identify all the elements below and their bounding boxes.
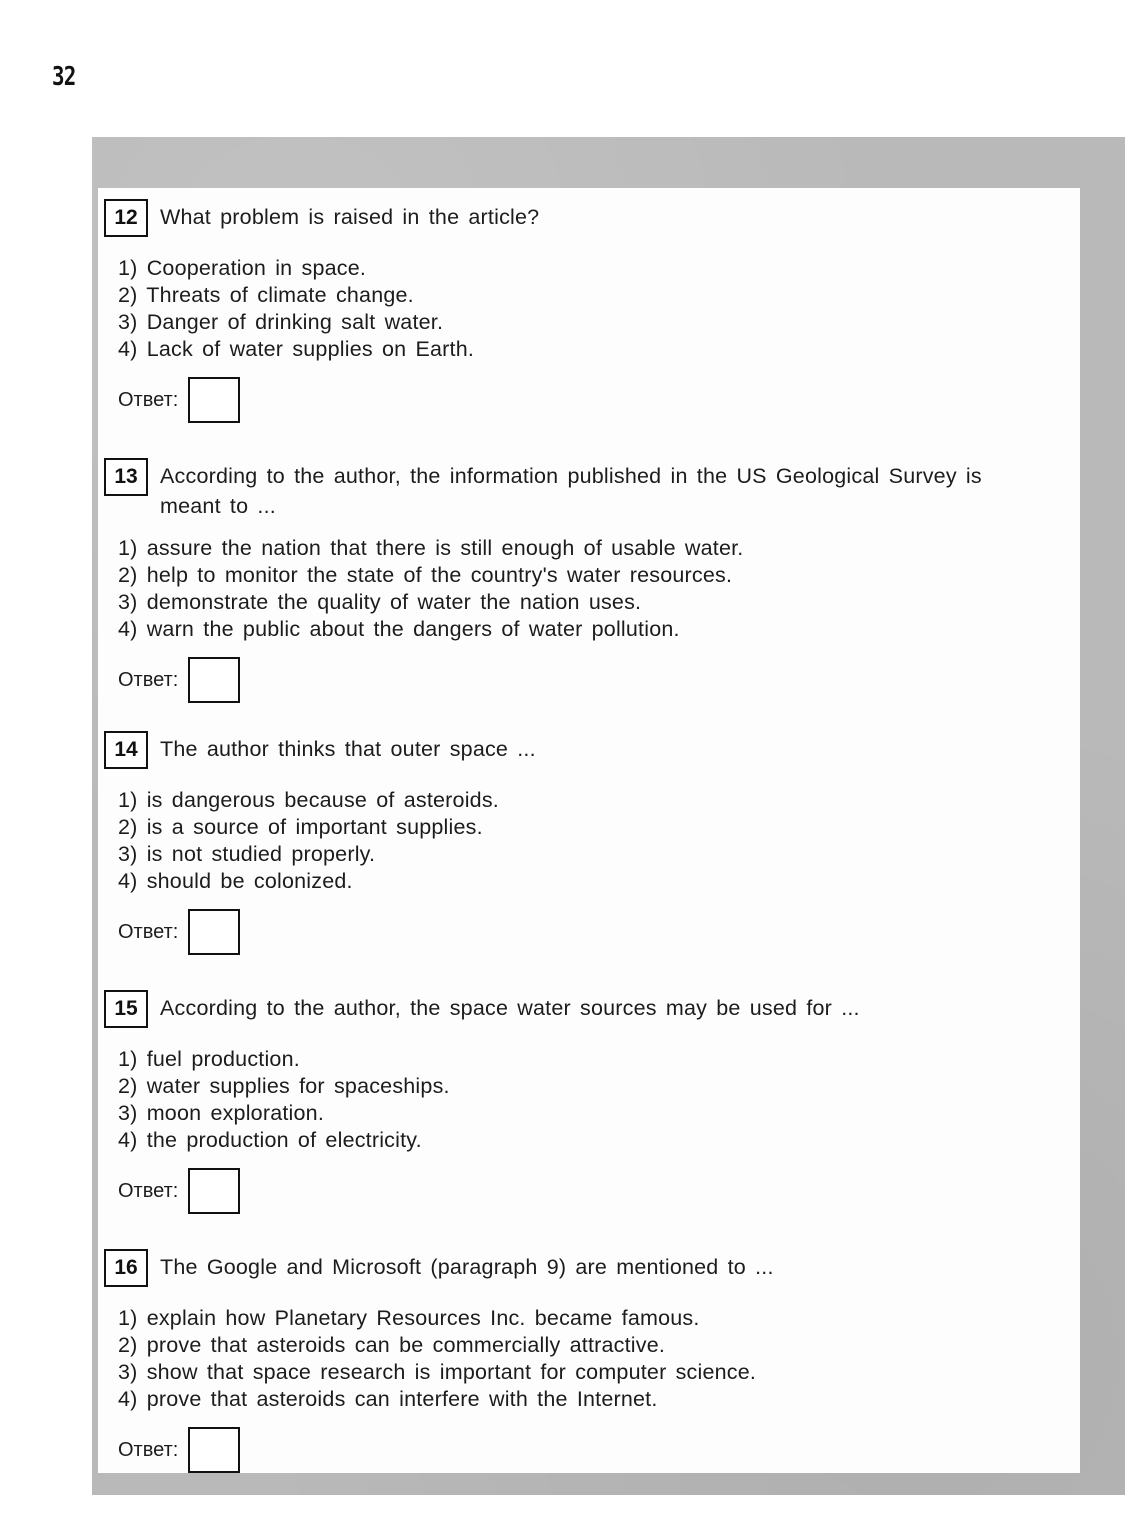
- question-number: 14: [104, 731, 148, 769]
- option-2: 2) water supplies for spaceships.: [118, 1074, 450, 1098]
- question-12: [104, 199, 1064, 423]
- question-header: [104, 199, 1064, 237]
- question-number: 15: [104, 990, 148, 1028]
- question-number: 16: [104, 1249, 148, 1287]
- question-13: [104, 458, 1064, 703]
- options-list: [118, 255, 1064, 363]
- answer-box[interactable]: [188, 1427, 240, 1473]
- option-4: 4) should be colonized.: [118, 869, 353, 893]
- options-list: [118, 535, 1064, 643]
- options-list: [118, 1305, 1064, 1413]
- question-text: What problem is raised in the article?: [160, 205, 540, 229]
- answer-box[interactable]: [188, 1168, 240, 1214]
- option-3: 3) is not studied properly.: [118, 842, 376, 866]
- options-list: [118, 1046, 1064, 1154]
- answer-row: [118, 909, 1064, 955]
- option-4: 4) prove that asteroids can interfere with the Internet.: [118, 1387, 658, 1411]
- question-16: [104, 1249, 1064, 1473]
- question-text: The Google and Microsoft (paragraph 9) are mentioned to ...: [160, 1255, 774, 1279]
- question-header: [104, 731, 1064, 769]
- option-3: 3) Danger of drinking salt water.: [118, 310, 444, 334]
- answer-label: Ответ:: [118, 668, 179, 691]
- option-4: 4) warn the public about the dangers of water pollution.: [118, 617, 680, 641]
- option-1: 1) assure the nation that there is still enough of usable water.: [118, 536, 744, 560]
- option-3: 3) show that space research is important for computer science.: [118, 1360, 757, 1384]
- options-list: [118, 787, 1064, 895]
- page-number: 32: [52, 62, 76, 92]
- answer-row: [118, 377, 1064, 423]
- answer-box[interactable]: [188, 909, 240, 955]
- option-1: 1) fuel production.: [118, 1047, 300, 1071]
- answer-row: [118, 657, 1064, 703]
- answer-box[interactable]: [188, 377, 240, 423]
- option-2: 2) Threats of climate change.: [118, 283, 414, 307]
- answer-label: Ответ:: [118, 920, 179, 943]
- question-text: According to the author, the space water sources may be used for ...: [160, 996, 860, 1020]
- question-text: According to the author, the information published in the US Geological Survey is meant to ...: [160, 464, 982, 518]
- question-14: [104, 731, 1064, 955]
- answer-box[interactable]: [188, 657, 240, 703]
- question-number: 13: [104, 458, 148, 496]
- question-header: [104, 458, 1064, 521]
- question-number: 12: [104, 199, 148, 237]
- option-2: 2) is a source of important supplies.: [118, 815, 483, 839]
- option-2: 2) help to monitor the state of the country's water resources.: [118, 563, 733, 587]
- option-3: 3) demonstrate the quality of water the nation uses.: [118, 590, 642, 614]
- question-header: [104, 1249, 1064, 1287]
- option-3: 3) moon exploration.: [118, 1101, 324, 1125]
- answer-label: Ответ:: [118, 1438, 179, 1461]
- option-1: 1) Cooperation in space.: [118, 256, 367, 280]
- answer-row: [118, 1427, 1064, 1473]
- answer-label: Ответ:: [118, 1179, 179, 1202]
- answer-label: Ответ:: [118, 388, 179, 411]
- option-1: 1) is dangerous because of asteroids.: [118, 788, 499, 812]
- question-text: The author thinks that outer space ...: [160, 737, 536, 761]
- option-1: 1) explain how Planetary Resources Inc. became famous.: [118, 1306, 700, 1330]
- option-2: 2) prove that asteroids can be commercially attractive.: [118, 1333, 666, 1357]
- question-header: [104, 990, 1064, 1028]
- question-15: [104, 990, 1064, 1214]
- option-4: 4) the production of electricity.: [118, 1128, 422, 1152]
- answer-row: [118, 1168, 1064, 1214]
- option-4: 4) Lack of water supplies on Earth.: [118, 337, 475, 361]
